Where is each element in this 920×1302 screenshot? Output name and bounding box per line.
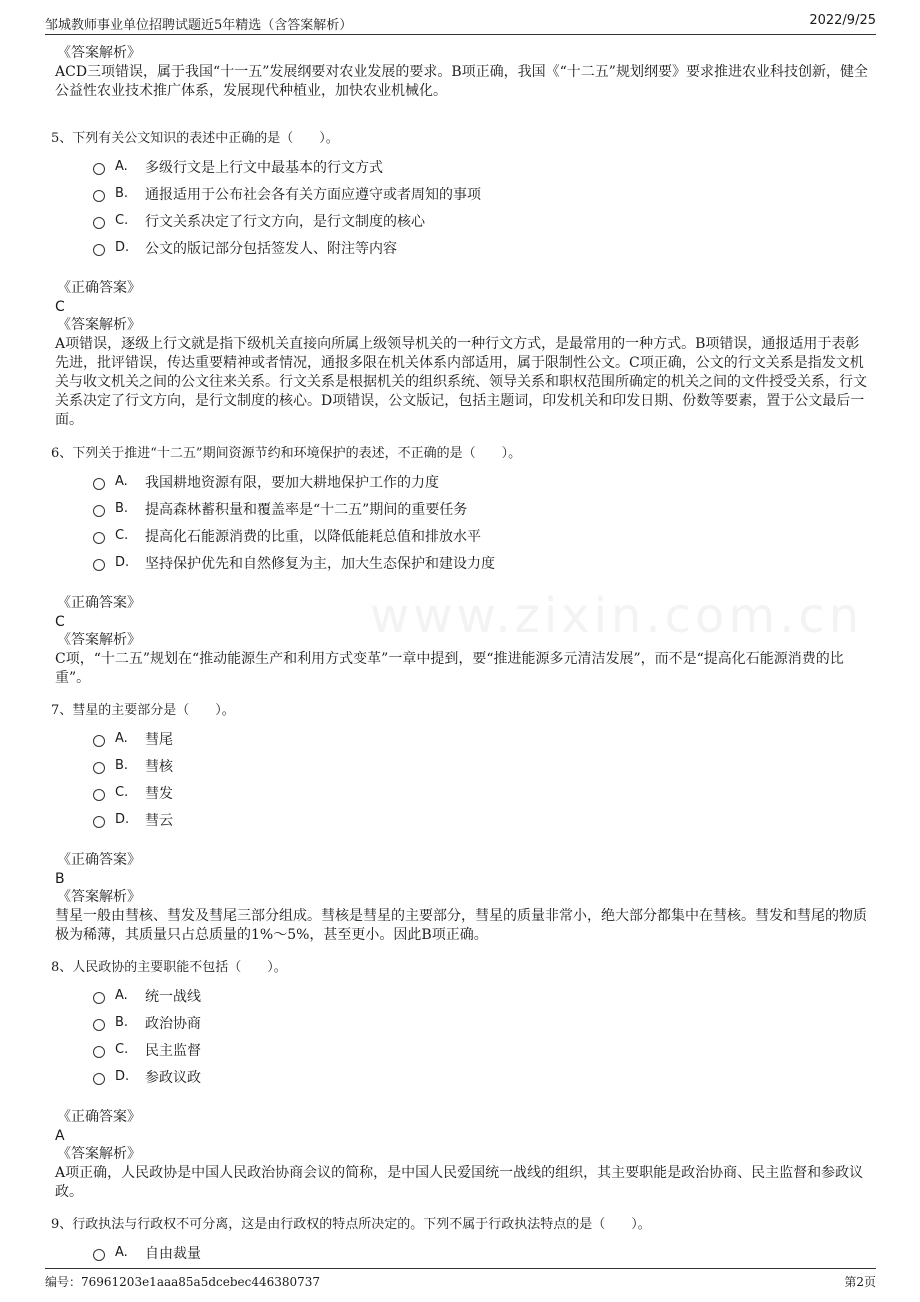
radio-icon[interactable] <box>93 789 105 801</box>
option-c[interactable]: C. 行文关系决定了行文方向，是行文制度的核心 <box>93 207 871 234</box>
option-b[interactable]: B. 通报适用于公布社会各有关方面应遵守或者周知的事项 <box>93 180 871 207</box>
radio-icon[interactable] <box>93 532 105 544</box>
option-d[interactable]: D. 参政议政 <box>93 1063 871 1090</box>
analysis-text: C项，“十二五”规划在“推动能源生产和利用方式变革”一章中提到，要“推进能源多元清洁发展”，而不是“提高化石能源消费的比重”。 <box>55 651 844 686</box>
option-list <box>93 468 871 576</box>
question-stem: 5、下列有关公文知识的表述中正确的是（ ）。 <box>51 131 339 146</box>
document-title: 邹城教师事业单位招聘试题近5年精选（含答案解析） <box>45 18 353 33</box>
page-number: 第2页 <box>844 1275 876 1289</box>
question-stem: 7、彗星的主要部分是（ ）。 <box>51 703 235 718</box>
question-block <box>51 702 871 945</box>
correct-answer: C <box>55 614 65 630</box>
radio-icon[interactable] <box>93 217 105 229</box>
question-stem: 6、下列关于推进“十二五”期间资源节约和环境保护的表述，不正确的是（ ）。 <box>51 446 522 461</box>
option-a[interactable]: A. 彗尾 <box>93 725 871 752</box>
radio-icon[interactable] <box>93 1046 105 1058</box>
radio-icon[interactable] <box>93 163 105 175</box>
analysis-label: 《答案解析》 <box>57 1146 141 1162</box>
analysis-label: 《答案解析》 <box>57 632 141 648</box>
option-c[interactable]: C. 民主监督 <box>93 1036 871 1063</box>
radio-icon[interactable] <box>93 190 105 202</box>
option-c[interactable]: C. 彗发 <box>93 779 871 806</box>
document-date: 2022/9/25 <box>809 13 876 28</box>
radio-icon[interactable] <box>93 762 105 774</box>
analysis-text: A项错误，逐级上行文就是指下级机关直接向所属上级领导机关的一种行文方式，是最常用的一种方式。B项错误，通报适用于表彰先进，批评错误，传达重要精神或者情况，通报多限在机关体系内部适用，属于限制性公文。C项正确，公文的行文关系是指发文机关与收文机关之间的公文往来关系。行文关系是根据机关的组织系统、领导关系和职权范围所确定的机关之间的文件授受关系，行文关系决定了行文方向，是行文制度的核心。D项错误，公文版记，包括主题词，印发机关和印发日期、份数等要素，置于公文最后一面。 <box>55 336 867 428</box>
radio-icon[interactable] <box>93 244 105 256</box>
question-block <box>51 959 871 1202</box>
question-stem: 9、行政执法与行政权不可分离，这是由行政权的特点所决定的。下列不属于行政执法特点的是（ ）。 <box>51 1217 651 1232</box>
option-list <box>93 982 871 1090</box>
analysis-label: 《答案解析》 <box>57 317 141 333</box>
radio-icon[interactable] <box>93 735 105 747</box>
analysis-block <box>55 44 871 101</box>
correct-answer: A <box>55 1128 65 1144</box>
option-d[interactable]: D. 坚持保护优先和自然修复为主，加大生态保护和建设力度 <box>93 549 871 576</box>
watermark: www.zixin.com.cn <box>370 588 864 644</box>
radio-icon[interactable] <box>93 505 105 517</box>
option-b[interactable]: B. 提高森林蓄积量和覆盖率是“十二五”期间的重要任务 <box>93 495 871 522</box>
page-header <box>45 12 876 35</box>
option-d[interactable]: D. 公文的版记部分包括签发人、附注等内容 <box>93 234 871 261</box>
option-list <box>93 153 871 261</box>
question-stem: 8、人民政协的主要职能不包括（ ）。 <box>51 960 287 975</box>
question-block <box>51 130 871 430</box>
analysis-text: ACD三项错误，属于我国“十一五”发展纲要对农业发展的要求。B项正确，我国《“十二五”规划纲要》要求推进农业科技创新，健全公益性农业技术推广体系，发展现代种植业，加快农业机械化。 <box>55 64 868 99</box>
option-a[interactable]: A. 自由裁量 <box>93 1239 871 1266</box>
radio-icon[interactable] <box>93 816 105 828</box>
option-list <box>93 1239 871 1266</box>
option-b[interactable]: B. 彗核 <box>93 752 871 779</box>
analysis-text: A项正确，人民政协是中国人民政治协商会议的简称，是中国人民爱国统一战线的组织，其主要职能是政治协商、民主监督和参政议政。 <box>55 1165 864 1200</box>
correct-answer: B <box>55 871 65 887</box>
radio-icon[interactable] <box>93 478 105 490</box>
radio-icon[interactable] <box>93 992 105 1004</box>
radio-icon[interactable] <box>93 1073 105 1085</box>
page-footer <box>45 1268 876 1291</box>
option-a[interactable]: A. 统一战线 <box>93 982 871 1009</box>
analysis-label: 《答案解析》 <box>57 45 141 61</box>
correct-answer-label: 《正确答案》 <box>57 595 141 611</box>
correct-answer-label: 《正确答案》 <box>57 280 141 296</box>
option-list <box>93 725 871 833</box>
document-body <box>51 44 871 1266</box>
serial-number: 编号：76961203e1aaa85a5dcebec446380737 <box>45 1275 321 1289</box>
question-block <box>51 1216 871 1266</box>
option-b[interactable]: B. 政治协商 <box>93 1009 871 1036</box>
option-c[interactable]: C. 提高化石能源消费的比重，以降低能耗总值和排放水平 <box>93 522 871 549</box>
correct-answer-label: 《正确答案》 <box>57 1109 141 1125</box>
radio-icon[interactable] <box>93 1249 105 1261</box>
radio-icon[interactable] <box>93 559 105 571</box>
analysis-text: 彗星一般由彗核、彗发及彗尾三部分组成。彗核是彗星的主要部分，彗星的质量非常小，绝大部分都集中在彗核。彗发和彗尾的物质极为稀薄，其质量只占总质量的1%～5%，甚至更小。因此B项正确。 <box>55 908 867 943</box>
option-a[interactable]: A. 多级行文是上行文中最基本的行文方式 <box>93 153 871 180</box>
correct-answer: C <box>55 299 65 315</box>
correct-answer-label: 《正确答案》 <box>57 852 141 868</box>
option-a[interactable]: A. 我国耕地资源有限，要加大耕地保护工作的力度 <box>93 468 871 495</box>
radio-icon[interactable] <box>93 1019 105 1031</box>
analysis-label: 《答案解析》 <box>57 889 141 905</box>
question-block <box>51 445 871 688</box>
option-d[interactable]: D. 彗云 <box>93 806 871 833</box>
